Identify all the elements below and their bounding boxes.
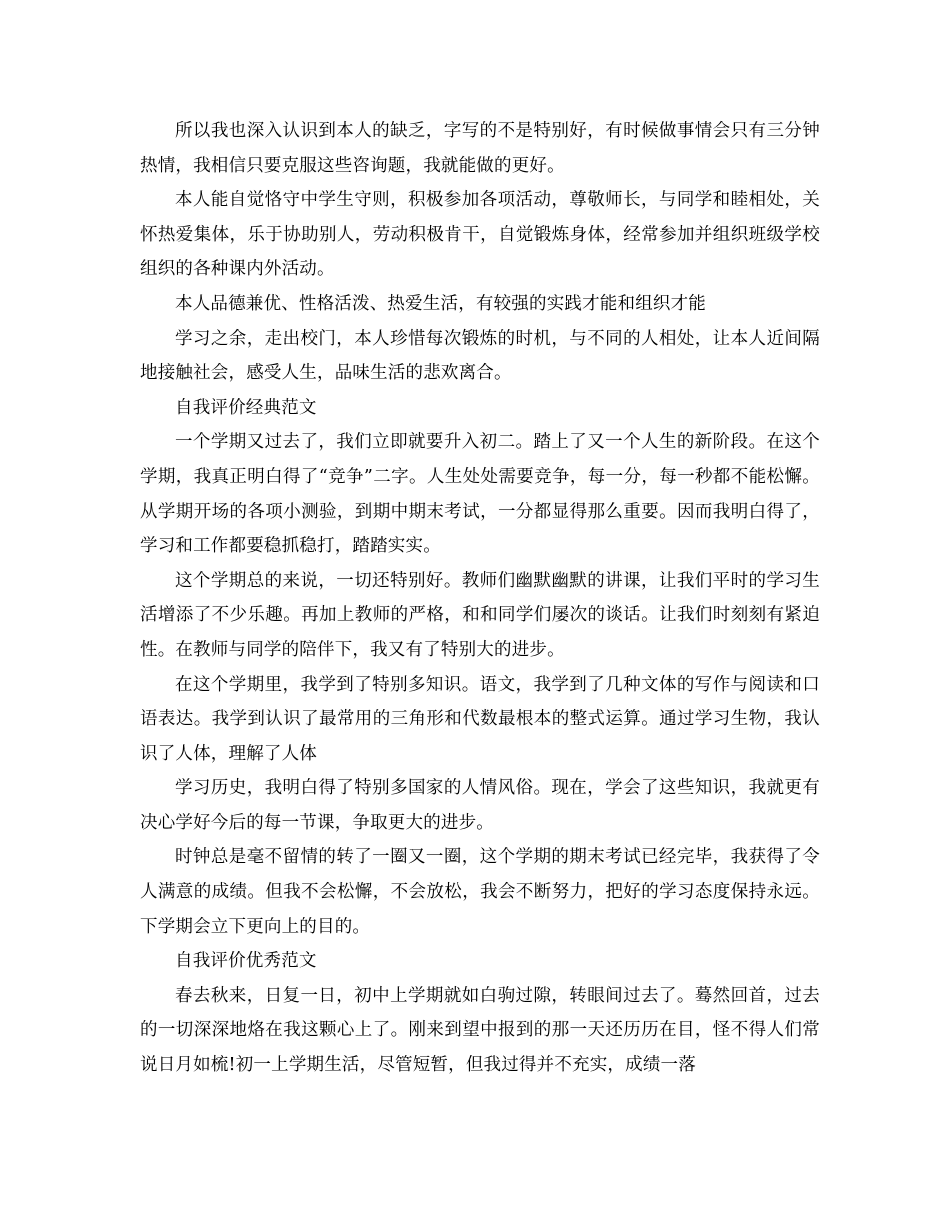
- paragraph-8: 学习历史，我明白得了特别多国家的人情风俗。现在，学会了这些知识，我就更有决心学好今后的每一节课，争取更大的进步。: [140, 778, 820, 833]
- paragraph-10: 春去秋来，日复一日，初中上学期就如白驹过隙，转眼间过去了。蓦然回首，过去的一切深深地烙在我这颗心上了。刚来到望中报到的那一天还历历在目，怪不得人们常说日月如梳!初一上学期生活，尽管短暂，但我过得并不充实，成绩一落: [140, 985, 820, 1076]
- paragraph-6: 这个学期总的来说，一切还特别好。教师们幽默幽默的讲课，让我们平时的学习生活增添了不少乐趣。再加上教师的严格，和和同学们屡次的谈话。让我们时刻刻有紧迫性。在教师与同学的陪伴下，我又有了特别大的进步。: [140, 570, 820, 660]
- paragraph-9: 时钟总是毫不留情的转了一圈又一圈，这个学期的期末考试已经完毕，我获得了令人满意的成绩。但我不会松懈，不会放松，我会不断努力，把好的学习态度保持永远。下学期会立下更向上的目的。: [140, 847, 820, 937]
- paragraph-7: 在这个学期里，我学到了特别多知识。语文，我学到了几种文体的写作与阅读和口语表达。我学到认识了最常用的三角形和代数最根本的整式运算。通过学习生物，我认识了人体，理解了人体: [140, 674, 820, 764]
- paragraph-2: 本人能自觉恪守中学生守则，积极参加各项活动，尊敬师长，与同学和睦相处，关怀热爱集体，乐于协助别人，劳动积极肯干，自觉锻炼身体，经常参加并组织班级学校组织的各种课内外活动。: [140, 190, 820, 280]
- paragraph-5: 一个学期又过去了，我们立即就要升入初二。踏上了又一个人生的新阶段。在这个学期，我真正明白得了“竞争”二字。人生处处需要竞争，每一分，每一秒都不能松懈。从学期开场的各项小测验，到期中期末考试，一分都显得那么重要。因而我明白得了，学习和工作都要稳抓稳打，踏踏实实。: [140, 432, 820, 557]
- paragraph-1: 所以我也深入认识到本人的缺乏，字写的不是特别好，有时候做事情会只有三分钟热情，我相信只要克服这些咨询题，我就能做的更好。: [140, 121, 820, 176]
- section-heading-excellent: 自我评价优秀范文: [175, 951, 317, 972]
- section-heading-classic: 自我评价经典范文: [175, 397, 317, 418]
- paragraph-4: 学习之余，走出校门，本人珍惜每次锻炼的时机，与不同的人相处，让本人近间隔地接触社会，感受人生，品味生活的悲欢离合。: [140, 328, 820, 384]
- paragraph-3: 本人品德兼优、性格活泼、热爱生活，有较强的实践才能和组织才能: [175, 293, 706, 314]
- document-page: [140, 114, 820, 1083]
